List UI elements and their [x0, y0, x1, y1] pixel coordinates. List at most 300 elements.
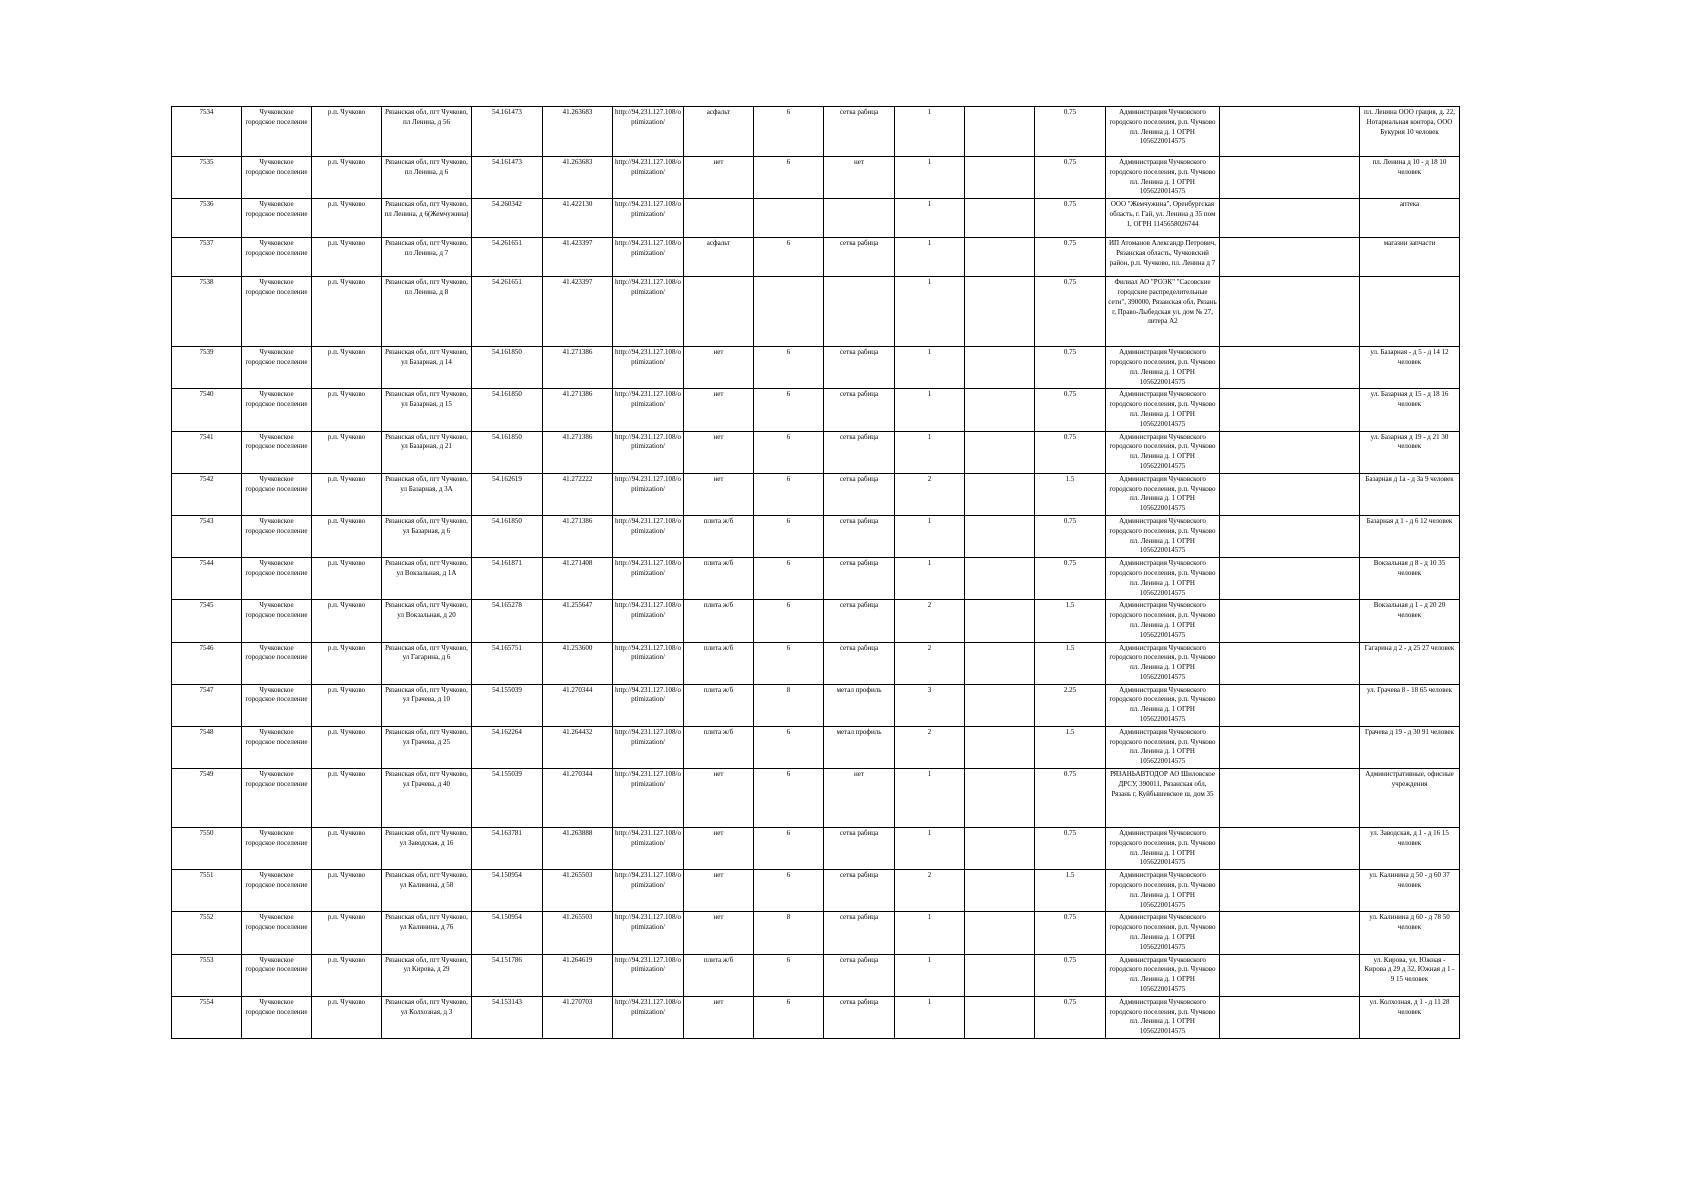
url-cell: http://94.231.127.108/optimization/	[613, 684, 684, 726]
row-number: 7554	[172, 996, 242, 1038]
url-cell: http://94.231.127.108/optimization/	[613, 238, 684, 277]
containers-cell: 1	[895, 954, 965, 996]
empty-cell	[965, 642, 1035, 684]
table-row	[172, 515, 1460, 557]
latitude-cell: 54.165278	[472, 600, 543, 642]
volume-cell: 0.75	[1035, 912, 1106, 954]
owner-cell: Администрация Чучковского городского поселения, р.п. Чучково пл. Ленина д. 1 ОГРН 1056220014575	[1106, 996, 1220, 1038]
longitude-cell: 41.423397	[543, 277, 613, 347]
empty-cell	[965, 726, 1035, 768]
sources-cell: ул. Калинина д 50 - д 60 37 человек	[1360, 870, 1460, 912]
latitude-cell: 54.162264	[472, 726, 543, 768]
table-row	[172, 684, 1460, 726]
surface-cell: нет	[684, 347, 754, 389]
empty-cell	[965, 996, 1035, 1038]
row-number: 7547	[172, 684, 242, 726]
area-cell	[754, 199, 824, 238]
table-row	[172, 558, 1460, 600]
url-cell: http://94.231.127.108/optimization/	[613, 726, 684, 768]
table-row	[172, 157, 1460, 199]
row-number: 7545	[172, 600, 242, 642]
sources-cell: Базарная д 1 - д 6 12 человек	[1360, 515, 1460, 557]
volume-cell: 1.5	[1035, 870, 1106, 912]
settlement-cell: Чучковское городское поселение	[242, 389, 312, 431]
area-cell: 6	[754, 347, 824, 389]
surface-cell	[684, 277, 754, 347]
row-number: 7549	[172, 769, 242, 828]
address-cell: Рязанская обл, пгт Чучково, ул Базарная, д 15	[382, 389, 472, 431]
area-cell: 6	[754, 473, 824, 515]
fence-cell	[824, 199, 895, 238]
sources-cell: ул. Базарная - д 5 - д 14 12 человек	[1360, 347, 1460, 389]
locality-cell: р.п. Чучково	[312, 107, 382, 157]
url-cell: http://94.231.127.108/optimization/	[613, 769, 684, 828]
fence-cell: сетка рабица	[824, 238, 895, 277]
url-cell: http://94.231.127.108/optimization/	[613, 642, 684, 684]
containers-cell: 3	[895, 684, 965, 726]
address-cell: Рязанская обл, пгт Чучково, ул Кирова, д 29	[382, 954, 472, 996]
sources-cell: Административные, офисные учреждения	[1360, 769, 1460, 828]
row-number: 7534	[172, 107, 242, 157]
empty-cell	[965, 107, 1035, 157]
longitude-cell: 41.253600	[543, 642, 613, 684]
empty-cell	[1220, 996, 1360, 1038]
table-row	[172, 912, 1460, 954]
latitude-cell: 54.161473	[472, 107, 543, 157]
owner-cell: Администрация Чучковского городского поселения, р.п. Чучково пл. Ленина д. 1 ОГРН 1056220014575	[1106, 515, 1220, 557]
area-cell: 6	[754, 157, 824, 199]
area-cell: 6	[754, 870, 824, 912]
area-cell: 8	[754, 684, 824, 726]
locality-cell: р.п. Чучково	[312, 828, 382, 870]
surface-cell: асфальт	[684, 107, 754, 157]
longitude-cell: 41.270344	[543, 769, 613, 828]
settlement-cell: Чучковское городское поселение	[242, 996, 312, 1038]
address-cell: Рязанская обл, пгт Чучково, пл Ленина, д 6(Жемчужина)	[382, 199, 472, 238]
latitude-cell: 54.151786	[472, 954, 543, 996]
surface-cell: нет	[684, 996, 754, 1038]
empty-cell	[1220, 558, 1360, 600]
empty-cell	[1220, 912, 1360, 954]
longitude-cell: 41.272222	[543, 473, 613, 515]
surface-cell: нет	[684, 389, 754, 431]
containers-cell: 2	[895, 600, 965, 642]
table-row	[172, 431, 1460, 473]
area-cell: 6	[754, 600, 824, 642]
row-number: 7539	[172, 347, 242, 389]
longitude-cell: 41.271386	[543, 431, 613, 473]
url-cell: http://94.231.127.108/optimization/	[613, 600, 684, 642]
locality-cell: р.п. Чучково	[312, 996, 382, 1038]
latitude-cell: 54.155039	[472, 769, 543, 828]
locality-cell: р.п. Чучково	[312, 954, 382, 996]
volume-cell: 0.75	[1035, 347, 1106, 389]
volume-cell: 0.75	[1035, 954, 1106, 996]
containers-cell: 1	[895, 347, 965, 389]
surface-cell: нет	[684, 912, 754, 954]
address-cell: Рязанская обл, пгт Чучково, ул Заводская, д 16	[382, 828, 472, 870]
owner-cell: Администрация Чучковского городского поселения, р.п. Чучково пл. Ленина д. 1 ОГРН 1056220014575	[1106, 431, 1220, 473]
table-row	[172, 600, 1460, 642]
locality-cell: р.п. Чучково	[312, 642, 382, 684]
surface-cell: плита ж/б	[684, 642, 754, 684]
longitude-cell: 41.271386	[543, 515, 613, 557]
empty-cell	[965, 954, 1035, 996]
volume-cell: 0.75	[1035, 238, 1106, 277]
latitude-cell: 54.155039	[472, 684, 543, 726]
locality-cell: р.п. Чучково	[312, 277, 382, 347]
surface-cell: нет	[684, 473, 754, 515]
empty-cell	[1220, 684, 1360, 726]
address-cell: Рязанская обл, пгт Чучково, пл Ленина, д 8	[382, 277, 472, 347]
sources-cell: Вокзальная д 1 - д 20 20 человек	[1360, 600, 1460, 642]
owner-cell: ООО "Жемчужина", Оренбургская область, г. Гай, ул. Ленина д 35 пом 1, ОГРН 1145658026744	[1106, 199, 1220, 238]
empty-cell	[965, 769, 1035, 828]
latitude-cell: 54.260342	[472, 199, 543, 238]
empty-cell	[965, 347, 1035, 389]
address-cell: Рязанская обл, пгт Чучково, ул Колхозная, д 3	[382, 996, 472, 1038]
longitude-cell: 41.264432	[543, 726, 613, 768]
containers-cell: 2	[895, 870, 965, 912]
settlement-cell: Чучковское городское поселение	[242, 912, 312, 954]
containers-cell: 1	[895, 277, 965, 347]
url-cell: http://94.231.127.108/optimization/	[613, 996, 684, 1038]
locality-cell: р.п. Чучково	[312, 431, 382, 473]
fence-cell: сетка рабица	[824, 642, 895, 684]
surface-cell	[684, 199, 754, 238]
table-row	[172, 389, 1460, 431]
sources-cell: аптека	[1360, 199, 1460, 238]
empty-cell	[1220, 870, 1360, 912]
table-row	[172, 199, 1460, 238]
row-number: 7550	[172, 828, 242, 870]
owner-cell: Администрация Чучковского городского поселения, р.п. Чучково пл. Ленина д. 1 ОГРН 1056220014575	[1106, 347, 1220, 389]
surface-cell: плита ж/б	[684, 558, 754, 600]
owner-cell: Администрация Чучковского городского поселения, р.п. Чучково пл. Ленина д. 1 ОГРН 1056220014575	[1106, 912, 1220, 954]
owner-cell: Администрация Чучковского городского поселения, р.п. Чучково пл. Ленина д. 1 ОГРН 1056220014575	[1106, 558, 1220, 600]
area-cell: 6	[754, 515, 824, 557]
row-number: 7546	[172, 642, 242, 684]
empty-cell	[1220, 954, 1360, 996]
owner-cell: Администрация Чучковского городского поселения, р.п. Чучково пл. Ленина д. 1 ОГРН 1056220014575	[1106, 828, 1220, 870]
fence-cell: нет	[824, 769, 895, 828]
empty-cell	[965, 199, 1035, 238]
empty-cell	[965, 277, 1035, 347]
sources-cell: Гагарина д 2 - д 25 27 человек	[1360, 642, 1460, 684]
settlement-cell: Чучковское городское поселение	[242, 558, 312, 600]
locality-cell: р.п. Чучково	[312, 199, 382, 238]
row-number: 7538	[172, 277, 242, 347]
empty-cell	[1220, 199, 1360, 238]
volume-cell: 0.75	[1035, 769, 1106, 828]
locality-cell: р.п. Чучково	[312, 600, 382, 642]
locality-cell: р.п. Чучково	[312, 558, 382, 600]
empty-cell	[1220, 600, 1360, 642]
volume-cell: 1.5	[1035, 600, 1106, 642]
url-cell: http://94.231.127.108/optimization/	[613, 870, 684, 912]
row-number: 7551	[172, 870, 242, 912]
area-cell: 8	[754, 912, 824, 954]
table-row	[172, 473, 1460, 515]
table-row	[172, 996, 1460, 1038]
containers-cell: 1	[895, 558, 965, 600]
address-cell: Рязанская обл, пгт Чучково, ул Грачева, д 25	[382, 726, 472, 768]
locality-cell: р.п. Чучково	[312, 726, 382, 768]
url-cell: http://94.231.127.108/optimization/	[613, 277, 684, 347]
owner-cell: Администрация Чучковского городского поселения, р.п. Чучково пл. Ленина д. 1 ОГРН 1056220014575	[1106, 600, 1220, 642]
containers-cell: 1	[895, 515, 965, 557]
row-number: 7542	[172, 473, 242, 515]
empty-cell	[965, 238, 1035, 277]
settlement-cell: Чучковское городское поселение	[242, 600, 312, 642]
fence-cell: сетка рабица	[824, 107, 895, 157]
containers-cell: 1	[895, 157, 965, 199]
settlement-cell: Чучковское городское поселение	[242, 277, 312, 347]
settlement-cell: Чучковское городское поселение	[242, 199, 312, 238]
volume-cell: 0.75	[1035, 515, 1106, 557]
settlement-cell: Чучковское городское поселение	[242, 769, 312, 828]
row-number: 7540	[172, 389, 242, 431]
volume-cell: 1.5	[1035, 726, 1106, 768]
settlement-cell: Чучковское городское поселение	[242, 347, 312, 389]
latitude-cell: 54.162619	[472, 473, 543, 515]
latitude-cell: 54.161473	[472, 157, 543, 199]
empty-cell	[965, 431, 1035, 473]
url-cell: http://94.231.127.108/optimization/	[613, 431, 684, 473]
longitude-cell: 41.263888	[543, 828, 613, 870]
address-cell: Рязанская обл, пгт Чучково, ул Грачева, д 10	[382, 684, 472, 726]
latitude-cell: 54.150954	[472, 912, 543, 954]
settlement-cell: Чучковское городское поселение	[242, 473, 312, 515]
area-cell: 6	[754, 431, 824, 473]
locality-cell: р.п. Чучково	[312, 515, 382, 557]
containers-cell: 1	[895, 431, 965, 473]
latitude-cell: 54.150954	[472, 870, 543, 912]
latitude-cell: 54.261651	[472, 277, 543, 347]
area-cell: 6	[754, 558, 824, 600]
empty-cell	[965, 600, 1035, 642]
volume-cell: 0.75	[1035, 431, 1106, 473]
longitude-cell: 41.263683	[543, 157, 613, 199]
table-row	[172, 870, 1460, 912]
locality-cell: р.п. Чучково	[312, 473, 382, 515]
row-number: 7535	[172, 157, 242, 199]
empty-cell	[965, 389, 1035, 431]
sources-cell	[1360, 277, 1460, 347]
surface-cell: нет	[684, 431, 754, 473]
row-number: 7548	[172, 726, 242, 768]
registry-table	[171, 106, 1460, 1039]
url-cell: http://94.231.127.108/optimization/	[613, 954, 684, 996]
address-cell: Рязанская обл, пгт Чучково, пл Ленина, д 6	[382, 157, 472, 199]
row-number: 7553	[172, 954, 242, 996]
volume-cell: 0.75	[1035, 996, 1106, 1038]
containers-cell: 1	[895, 199, 965, 238]
longitude-cell: 41.264619	[543, 954, 613, 996]
area-cell: 6	[754, 389, 824, 431]
address-cell: Рязанская обл, пгт Чучково, ул Базарная, д 3А	[382, 473, 472, 515]
row-number: 7552	[172, 912, 242, 954]
fence-cell: сетка рабица	[824, 996, 895, 1038]
longitude-cell: 41.271408	[543, 558, 613, 600]
longitude-cell: 41.265503	[543, 870, 613, 912]
empty-cell	[1220, 642, 1360, 684]
volume-cell: 0.75	[1035, 828, 1106, 870]
latitude-cell: 54.161850	[472, 515, 543, 557]
empty-cell	[1220, 431, 1360, 473]
containers-cell: 1	[895, 828, 965, 870]
fence-cell: сетка рабица	[824, 389, 895, 431]
settlement-cell: Чучковское городское поселение	[242, 515, 312, 557]
volume-cell: 0.75	[1035, 277, 1106, 347]
latitude-cell: 54.261651	[472, 238, 543, 277]
longitude-cell: 41.271386	[543, 389, 613, 431]
latitude-cell: 54.161850	[472, 347, 543, 389]
table-row	[172, 347, 1460, 389]
sources-cell: пл. Ленина ООО грация, д. 22, Нотариальная контора, ООО Букурия 10 человек	[1360, 107, 1460, 157]
settlement-cell: Чучковское городское поселение	[242, 954, 312, 996]
empty-cell	[965, 515, 1035, 557]
empty-cell	[1220, 515, 1360, 557]
longitude-cell: 41.423397	[543, 238, 613, 277]
empty-cell	[965, 684, 1035, 726]
url-cell: http://94.231.127.108/optimization/	[613, 558, 684, 600]
table-row	[172, 277, 1460, 347]
owner-cell: Администрация Чучковского городского поселения, р.п. Чучково пл. Ленина д. 1 ОГРН 1056220014575	[1106, 954, 1220, 996]
owner-cell: Администрация Чучковского городского поселения, р.п. Чучково пл. Ленина д. 1 ОГРН 1056220014575	[1106, 684, 1220, 726]
volume-cell: 0.75	[1035, 199, 1106, 238]
row-number: 7543	[172, 515, 242, 557]
sources-cell: ул. Базарная д 19 - д 21 30 человек	[1360, 431, 1460, 473]
fence-cell: сетка рабица	[824, 431, 895, 473]
empty-cell	[1220, 347, 1360, 389]
locality-cell: р.п. Чучково	[312, 157, 382, 199]
longitude-cell: 41.422130	[543, 199, 613, 238]
settlement-cell: Чучковское городское поселение	[242, 870, 312, 912]
table-row	[172, 828, 1460, 870]
owner-cell: ИП Атоманов Александр Петрович, Рязанская область, Чучковский район, р.п. Чучково, пл. Ленина д 7	[1106, 238, 1220, 277]
empty-cell	[1220, 107, 1360, 157]
row-number: 7541	[172, 431, 242, 473]
fence-cell	[824, 277, 895, 347]
table-row	[172, 954, 1460, 996]
owner-cell: Администрация Чучковского городского поселения, р.п. Чучково пл. Ленина д. 1 ОГРН 1056220014575	[1106, 473, 1220, 515]
sources-cell: ул. Заводская, д 1 - д 16 15 человек	[1360, 828, 1460, 870]
containers-cell: 1	[895, 238, 965, 277]
url-cell: http://94.231.127.108/optimization/	[613, 107, 684, 157]
volume-cell: 0.75	[1035, 107, 1106, 157]
surface-cell: нет	[684, 769, 754, 828]
sources-cell: ул. Колхозная, д 1 - д 11 28 человек	[1360, 996, 1460, 1038]
longitude-cell: 41.270344	[543, 684, 613, 726]
area-cell: 6	[754, 238, 824, 277]
containers-cell: 1	[895, 769, 965, 828]
empty-cell	[1220, 277, 1360, 347]
row-number: 7544	[172, 558, 242, 600]
locality-cell: р.п. Чучково	[312, 684, 382, 726]
locality-cell: р.п. Чучково	[312, 389, 382, 431]
url-cell: http://94.231.127.108/optimization/	[613, 515, 684, 557]
longitude-cell: 41.255647	[543, 600, 613, 642]
sources-cell: ул. Кирова, ул. Южная - Кирова д 29 д 32, Южная д 1 - 9 15 человек	[1360, 954, 1460, 996]
url-cell: http://94.231.127.108/optimization/	[613, 912, 684, 954]
fence-cell: сетка рабица	[824, 515, 895, 557]
empty-cell	[1220, 828, 1360, 870]
empty-cell	[965, 912, 1035, 954]
empty-cell	[1220, 473, 1360, 515]
containers-cell: 1	[895, 912, 965, 954]
surface-cell: нет	[684, 870, 754, 912]
surface-cell: плита ж/б	[684, 726, 754, 768]
fence-cell: сетка рабица	[824, 954, 895, 996]
fence-cell: нет	[824, 157, 895, 199]
settlement-cell: Чучковское городское поселение	[242, 238, 312, 277]
settlement-cell: Чучковское городское поселение	[242, 726, 312, 768]
row-number: 7537	[172, 238, 242, 277]
surface-cell: плита ж/б	[684, 954, 754, 996]
settlement-cell: Чучковское городское поселение	[242, 431, 312, 473]
sources-cell: пл. Ленина д 10 - д 18 10 человек	[1360, 157, 1460, 199]
longitude-cell: 41.271386	[543, 347, 613, 389]
locality-cell: р.п. Чучково	[312, 769, 382, 828]
url-cell: http://94.231.127.108/optimization/	[613, 828, 684, 870]
empty-cell	[1220, 389, 1360, 431]
owner-cell: Администрация Чучковского городского поселения, р.п. Чучково пл. Ленина д. 1 ОГРН 1056220014575	[1106, 107, 1220, 157]
surface-cell: нет	[684, 157, 754, 199]
empty-cell	[1220, 238, 1360, 277]
address-cell: Рязанская обл, пгт Чучково, ул Калинина, д 76	[382, 912, 472, 954]
address-cell: Рязанская обл, пгт Чучково, ул Базарная, д 6	[382, 515, 472, 557]
fence-cell: сетка рабица	[824, 828, 895, 870]
settlement-cell: Чучковское городское поселение	[242, 642, 312, 684]
fence-cell: сетка рабица	[824, 600, 895, 642]
address-cell: Рязанская обл, пгт Чучково, ул Гагарина, д 6	[382, 642, 472, 684]
empty-cell	[965, 870, 1035, 912]
table-row	[172, 726, 1460, 768]
longitude-cell: 41.263683	[543, 107, 613, 157]
address-cell: Рязанская обл, пгт Чучково, ул Калинина, д 58	[382, 870, 472, 912]
empty-cell	[1220, 726, 1360, 768]
volume-cell: 1.5	[1035, 642, 1106, 684]
containers-cell: 1	[895, 107, 965, 157]
area-cell: 6	[754, 769, 824, 828]
containers-cell: 1	[895, 996, 965, 1038]
address-cell: Рязанская обл, пгт Чучково, пл Ленина, д 7	[382, 238, 472, 277]
table-row	[172, 642, 1460, 684]
url-cell: http://94.231.127.108/optimization/	[613, 157, 684, 199]
address-cell: Рязанская обл, пгт Чучково, пл Ленина, д 56	[382, 107, 472, 157]
volume-cell: 0.75	[1035, 157, 1106, 199]
empty-cell	[965, 473, 1035, 515]
table-row	[172, 238, 1460, 277]
url-cell: http://94.231.127.108/optimization/	[613, 473, 684, 515]
row-number: 7536	[172, 199, 242, 238]
sources-cell: ул. Грачева 8 - 18 65 человек	[1360, 684, 1460, 726]
area-cell: 6	[754, 828, 824, 870]
volume-cell: 2.25	[1035, 684, 1106, 726]
area-cell: 6	[754, 954, 824, 996]
area-cell: 6	[754, 107, 824, 157]
url-cell: http://94.231.127.108/optimization/	[613, 347, 684, 389]
owner-cell: Администрация Чучковского городского поселения, р.п. Чучково пл. Ленина д. 1 ОГРН 1056220014575	[1106, 642, 1220, 684]
latitude-cell: 54.161850	[472, 389, 543, 431]
sources-cell: Грачева д 19 - д 30 91 человек	[1360, 726, 1460, 768]
sources-cell: ул. Базарная д 15 - д 18 16 человек	[1360, 389, 1460, 431]
empty-cell	[965, 558, 1035, 600]
settlement-cell: Чучковское городское поселение	[242, 828, 312, 870]
locality-cell: р.п. Чучково	[312, 238, 382, 277]
latitude-cell: 54.161850	[472, 431, 543, 473]
